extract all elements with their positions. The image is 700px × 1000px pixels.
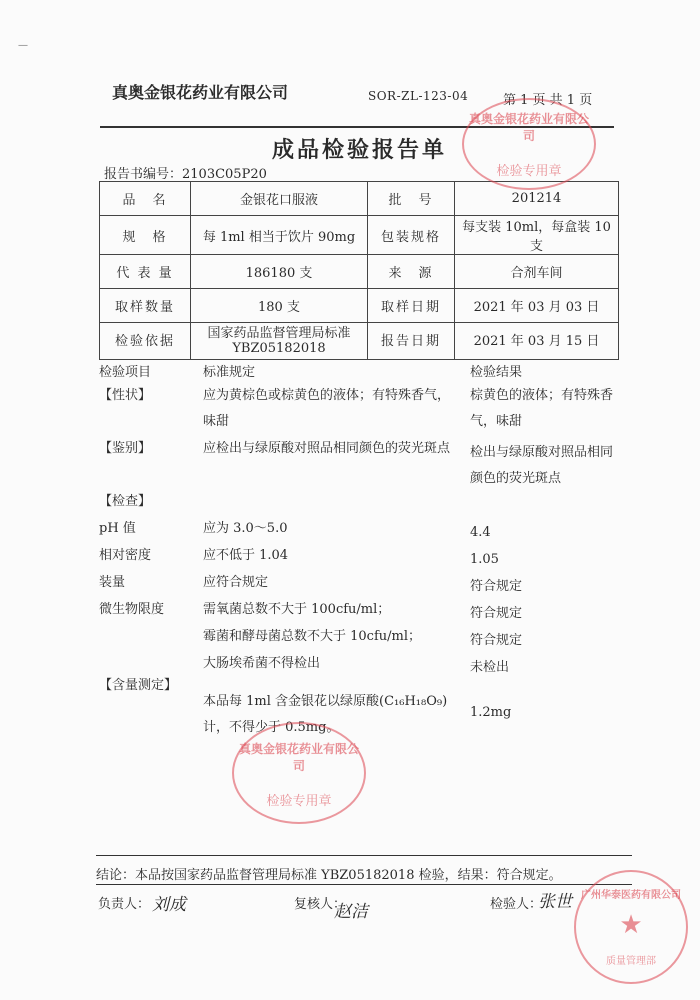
responsible-signature: 刘成 — [152, 895, 186, 915]
ph-result: 4.4 — [470, 525, 491, 540]
sample-date-value: 2021 年 03 月 03 日 — [455, 289, 619, 323]
conclusion: 结论：本品按国家药品监督管理局标准 YBZ05182018 检验，结果：符合规定。 — [96, 868, 562, 883]
microbe-result-3: 未检出 — [470, 660, 510, 675]
info-table — [99, 181, 619, 360]
spec-label: 规 格 — [100, 216, 191, 255]
company-seal-bottom — [574, 870, 688, 984]
conclusion-rule-bottom — [96, 884, 632, 885]
conclusion-rule — [96, 855, 632, 856]
density-standard: 应不低于 1.04 — [203, 548, 289, 563]
inspector-label: 检验人： — [490, 897, 543, 912]
stamp-arc-text: 真奥金银花药业有限公司 — [238, 742, 359, 773]
package-label: 包装规格 — [368, 216, 455, 255]
column-item: 检验项目 — [99, 365, 152, 380]
assay-label: 【含量测定】 — [99, 678, 178, 693]
density-result: 1.05 — [470, 552, 499, 567]
basis-label: 检验依据 — [100, 323, 191, 360]
density-label: 相对密度 — [99, 548, 152, 563]
fill-standard: 应符合规定 — [203, 575, 269, 590]
basis-value: 国家药品监督管理局标准 YBZ05182018 — [191, 323, 368, 360]
assay-standard: 本品每 1ml 含金银花以绿原酸(C₁₆H₁₈O₉)计，不得少于 0.5mg。 — [203, 694, 448, 735]
identification-label: 【鉴别】 — [99, 441, 152, 456]
sample-quantity-value: 180 支 — [191, 289, 368, 323]
microbe-result-2: 符合规定 — [470, 633, 523, 648]
microbe-label: 微生物限度 — [99, 602, 165, 617]
page-title: 成品检验报告单 — [272, 138, 448, 163]
character-label: 【性状】 — [99, 388, 152, 403]
column-result: 检验结果 — [470, 365, 523, 380]
reviewer-signature: 赵洁 — [334, 902, 368, 922]
stamp-arc-text: 真奥金银花药业有限公司 — [468, 112, 589, 143]
inspection-label: 【检查】 — [99, 494, 152, 509]
seal-center-text: 质量管理部 — [606, 956, 656, 967]
spec-value: 每 1ml 相当于饮片 90mg — [191, 216, 368, 255]
responsible-label: 负责人： — [98, 897, 151, 912]
representative-quantity-label: 代 表 量 — [100, 255, 191, 289]
scan-mark: — — [18, 40, 28, 51]
ph-standard: 应为 3.0～5.0 — [203, 521, 288, 536]
package-value: 每支装 10ml，每盒装 10 支 — [455, 216, 619, 255]
seal-arc-text: 广州华泰医药有限公司 — [581, 890, 681, 901]
representative-quantity-value: 186180 支 — [191, 255, 368, 289]
identification-standard: 应检出与绿原酸对照品相同颜色的荧光斑点 — [203, 441, 451, 456]
microbe-standard-2: 霉菌和酵母菌总数不大于 10cfu/ml； — [203, 629, 422, 644]
inspector-signature: 张世 — [538, 892, 572, 912]
microbe-standard-1: 需氧菌总数不大于 100cfu/ml； — [203, 602, 391, 617]
ph-label: pH 值 — [99, 521, 136, 536]
identification-result: 检出与绿原酸对照品相同颜色的荧光斑点 — [470, 445, 614, 486]
stamp-center-text: 检验专用章 — [496, 164, 562, 179]
product-value: 金银花口服液 — [191, 182, 368, 216]
character-result: 棕黄色的液体；有特殊香气，味甜 — [470, 388, 614, 429]
stamp-center-text: 检验专用章 — [266, 794, 332, 809]
column-standard: 标准规定 — [203, 365, 256, 380]
inspection-stamp-middle — [232, 722, 366, 824]
assay-result: 1.2mg — [470, 705, 512, 720]
fill-label: 装量 — [99, 575, 126, 590]
report-number: 报告书编号：2103C05P20 — [104, 167, 267, 182]
batch-label: 批 号 — [368, 182, 455, 216]
report-date-value: 2021 年 03 月 15 日 — [455, 323, 619, 360]
sample-quantity-label: 取样数量 — [100, 289, 191, 323]
character-standard: 应为黄棕色或棕黄色的液体；有特殊香气，味甜 — [203, 388, 451, 429]
inspection-stamp-top — [462, 98, 596, 190]
fill-result: 符合规定 — [470, 579, 523, 594]
report-date-label: 报告日期 — [368, 323, 455, 360]
reviewer-label: 复核人： — [294, 897, 347, 912]
page-info: 第 1 页 共 1 页 — [503, 93, 593, 108]
batch-value: 201214 — [455, 182, 619, 216]
sample-date-label: 取样日期 — [368, 289, 455, 323]
microbe-standard-3: 大肠埃希菌不得检出 — [203, 656, 321, 671]
star-icon: ★ — [619, 910, 643, 940]
document-number: SOR-ZL-123-04 — [368, 89, 469, 103]
product-label: 品 名 — [100, 182, 191, 216]
microbe-result-1: 符合规定 — [470, 606, 523, 621]
source-value: 合剂车间 — [455, 255, 619, 289]
company-name: 真奥金银花药业有限公司 — [112, 83, 289, 102]
source-label: 来 源 — [368, 255, 455, 289]
